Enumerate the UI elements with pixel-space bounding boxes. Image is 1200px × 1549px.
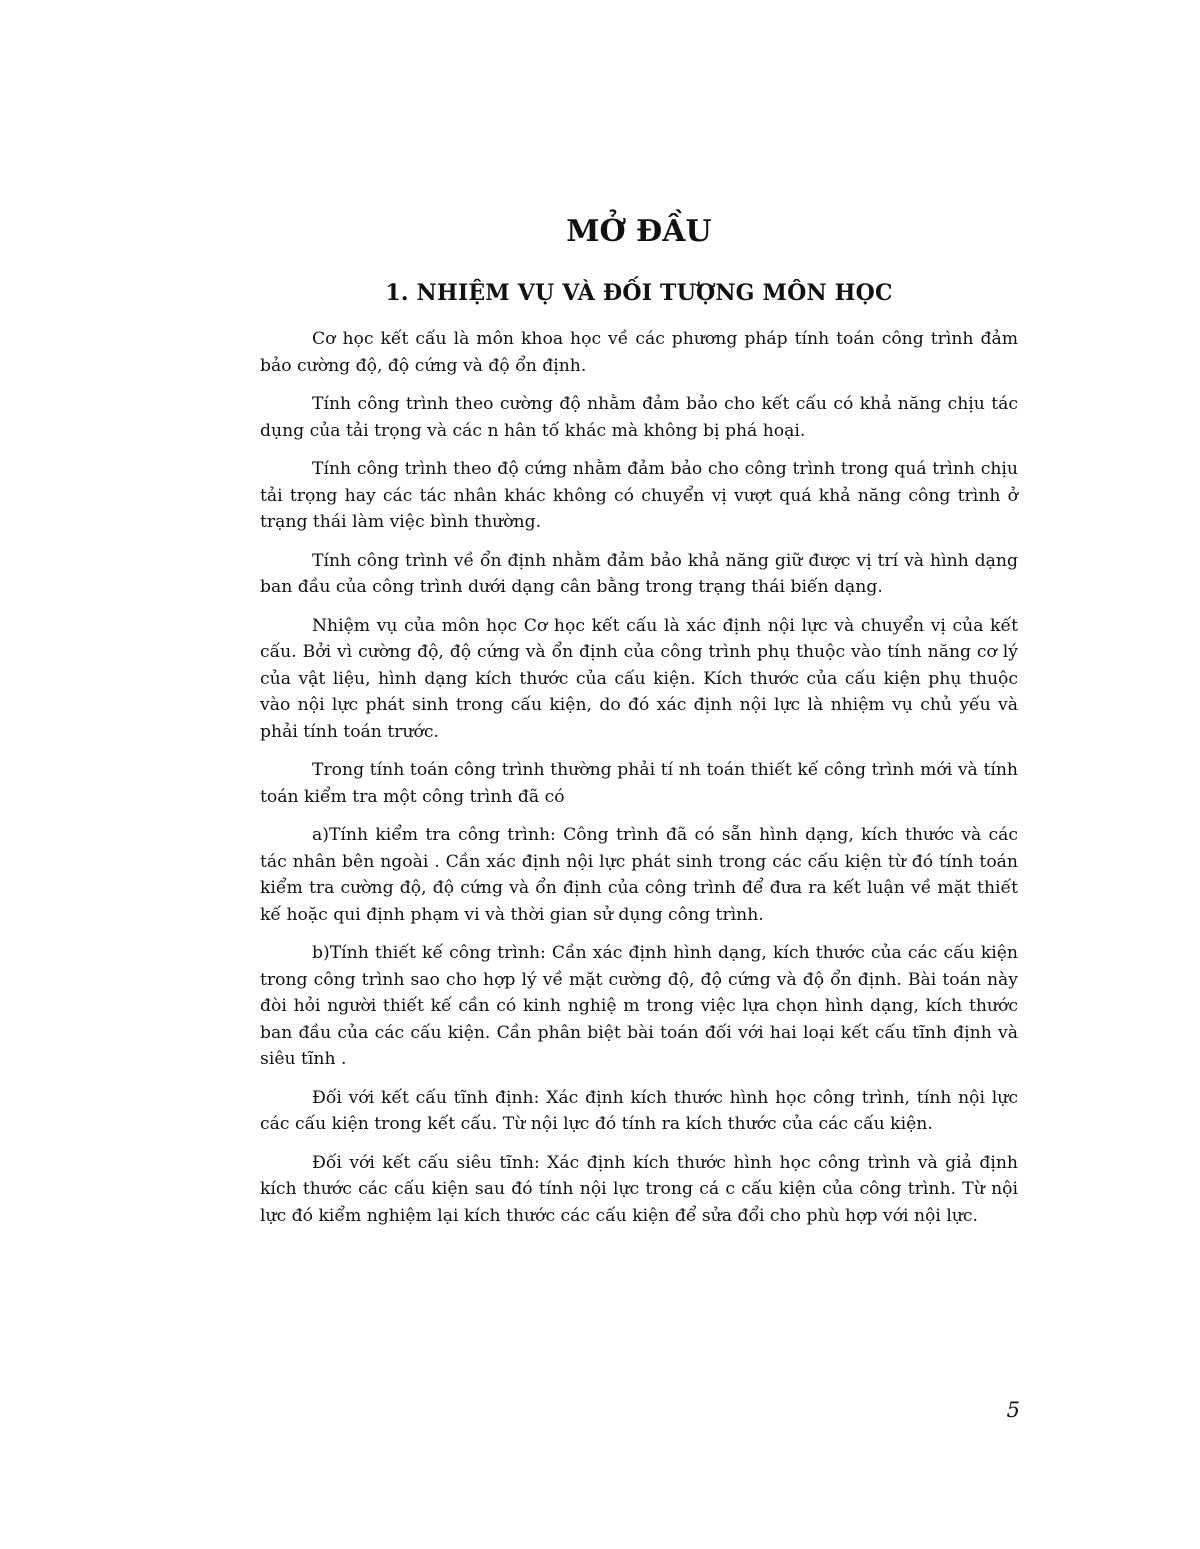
- paragraph: Trong tính toán công trình thường phải tí nh toán thiết kế công trình mới và tính toán kiểm tra một công trình đã có: [260, 760, 1018, 807]
- paragraph: b)Tính thiết kế công trình: Cần xác định hình dạng, kích thước của các cấu kiện trong công trình sao cho hợp lý về mặt cường độ, độ cứng và độ ổn định. Bài toán này đòi hỏi người thiết kế cần có kinh nghiệ m trong việc lựa chọn hình dạng, kích thước ban đầu của các cấu kiện. Cần phân biệt bài toán đối với hai loại kết cấu tĩnh định và siêu tĩnh .: [260, 943, 1018, 1069]
- chapter-title: MỞ ĐẦU: [566, 214, 712, 249]
- paragraph: Đối với kết cấu siêu tĩnh: Xác định kích thước hình học công trình và giả định kích thước các cấu kiện sau đó tính nội lực trong cá c cấu kiện của công trình. Từ nội lực đó kiểm nghiệm lại kích thước các cấu kiện để sửa đổi cho phù hợp với nội lực.: [260, 1152, 1018, 1226]
- paragraph: Tính công trình theo độ cứng nhằm đảm bảo cho công trình trong quá trình chịu tải trọng hay các tác nhân khác không có chuyển vị vượt quá khả năng công trình ở trạng thái làm việc bình thường.: [260, 459, 1018, 532]
- body-text: [260, 326, 1018, 1241]
- paragraph: Tính công trình về ổn định nhằm đảm bảo khả năng giữ được vị trí và hình dạng ban đầu của công trình dưới dạng cân bằng trong trạng thái biến dạng.: [260, 550, 1018, 597]
- paragraph: Cơ học kết cấu là môn khoa học về các phương pháp tính toán công trình đảm bảo cường độ, độ cứng và độ ổn định.: [260, 329, 1018, 376]
- section-title: 1. NHIỆM VỤ VÀ ĐỐI TƯỢNG MÔN HỌC: [385, 280, 893, 306]
- paragraph: Tính công trình theo cường độ nhằm đảm bảo cho kết cấu có khả năng chịu tác dụng của tải trọng và các n hân tố khác mà không bị phá hoại.: [260, 394, 1018, 441]
- paragraph: a)Tính kiểm tra công trình: Công trình đã có sẵn hình dạng, kích thước và các tác nhân bên ngoài . Cần xác định nội lực phát sinh trong các cấu kiện từ đó tính toán kiểm tra cường độ, độ cứng và ổn định của công trình để đưa ra kết luận về mặt thiết kế hoặc qui định phạm vi và thời gian sử dụng công trình.: [260, 825, 1018, 925]
- page-number: 5: [1006, 1398, 1020, 1422]
- paragraph: Nhiệm vụ của môn học Cơ học kết cấu là xác định nội lực và chuyển vị của kết cấu. Bởi vì cường độ, độ cứng và ổn định của công trình phụ thuộc vào tính năng cơ lý của vật liệu, hình dạng kích thước của cấu kiện. Kích thước của cấu kiện phụ thuộc vào nội lực phát sinh trong cấu kiện, do đó xác định nội lực là nhiệm vụ chủ yếu và phải tính toán trước.: [260, 615, 1018, 742]
- paragraph: Đối với kết cấu tĩnh định: Xác định kích thước hình học công trình, tính nội lực các cấu kiện trong kết cấu. Từ nội lực đó tính ra kích thước của các cấu kiện.: [260, 1087, 1018, 1134]
